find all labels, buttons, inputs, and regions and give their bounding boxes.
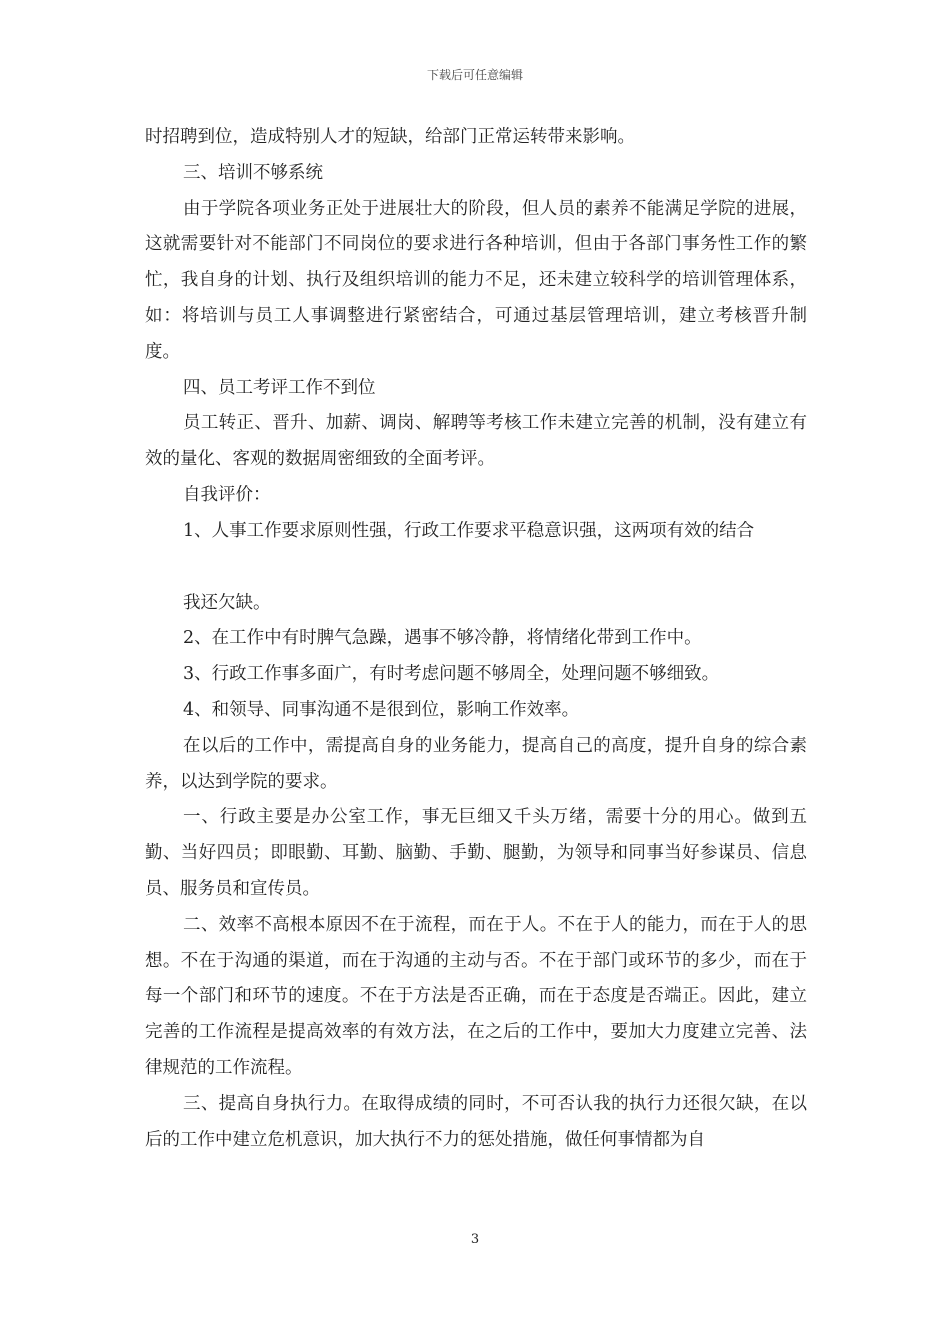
paragraph-point-1: 一、行政主要是办公室工作，事无巨细又千头万绪，需要十分的用心。做到五勤、当好四员；即眼勤、耳勤、脑勤、手勤、腿勤，为领导和同事当好参谋员、信息员、服务员和宣传员。 xyxy=(145,807,807,899)
paragraph-continuation: 时招聘到位，造成特别人才的短缺，给部门正常运转带来影响。 xyxy=(145,127,635,147)
paragraph-evaluation: 员工转正、晋升、加薪、调岗、解聘等考核工作未建立完善的机制，没有建立有效的量化、客观的数据周密细致的全面考评。 xyxy=(145,413,807,470)
section-heading-evaluation: 四、员工考评工作不到位 xyxy=(183,377,376,398)
section-heading-self-evaluation: 自我评价： xyxy=(183,484,271,505)
paragraph-training: 由于学院各项业务正处于进展壮大的阶段，但人员的素养不能满足学院的进展，这就需要针对不能部门不同岗位的要求进行各种培训，但由于各部门事务性工作的繁忙，我自身的计划、执行及组织培训的能力不足，还未建立较科学的培训管理体系，如：将培训与员工人事调整进行紧密结合，可通过基层管理培训，建立考核晋升制度。 xyxy=(145,198,807,362)
section-heading-training: 三、培训不够系统 xyxy=(183,162,323,183)
document-body xyxy=(145,120,807,1158)
list-item-1: 1、人事工作要求原则性强，行政工作要求平稳意识强，这两项有效的结合 xyxy=(183,520,755,541)
page-header: 下载后可任意编辑 xyxy=(426,68,523,82)
list-item-4: 4、和领导、同事沟通不是很到位，影响工作效率。 xyxy=(183,699,580,720)
paragraph-point-3: 三、提高自身执行力。在取得成绩的同时，不可否认我的执行力还很欠缺，在以后的工作中建立危机意识，加大执行不力的惩处措施，做任何事情都为自 xyxy=(145,1093,807,1150)
list-item-2: 2、在工作中有时脾气急躁，遇事不够冷静，将情绪化带到工作中。 xyxy=(183,628,702,649)
paragraph-point-2: 二、效率不高根本原因不在于流程，而在于人。不在于人的能力，而在于人的思想。不在于沟通的渠道，而在于沟通的主动与否。不在于部门或环节的多少，而在于每一个部门和环节的速度。不在于方法是否正确，而在于态度是否端正。因此，建立完善的工作流程是提高效率的有效方法，在之后的工作中，要加大力度建立完善、法律规范的工作流程。 xyxy=(145,914,807,1078)
list-item-1-continuation: 我还欠缺。 xyxy=(183,592,271,613)
paragraph-future: 在以后的工作中，需提高自身的业务能力，提高自己的高度，提升自身的综合素养，以达到学院的要求。 xyxy=(145,735,807,792)
list-item-3: 3、行政工作事多面广，有时考虑问题不够周全，处理问题不够细致。 xyxy=(183,664,720,685)
page-number: 3 xyxy=(470,1232,480,1247)
